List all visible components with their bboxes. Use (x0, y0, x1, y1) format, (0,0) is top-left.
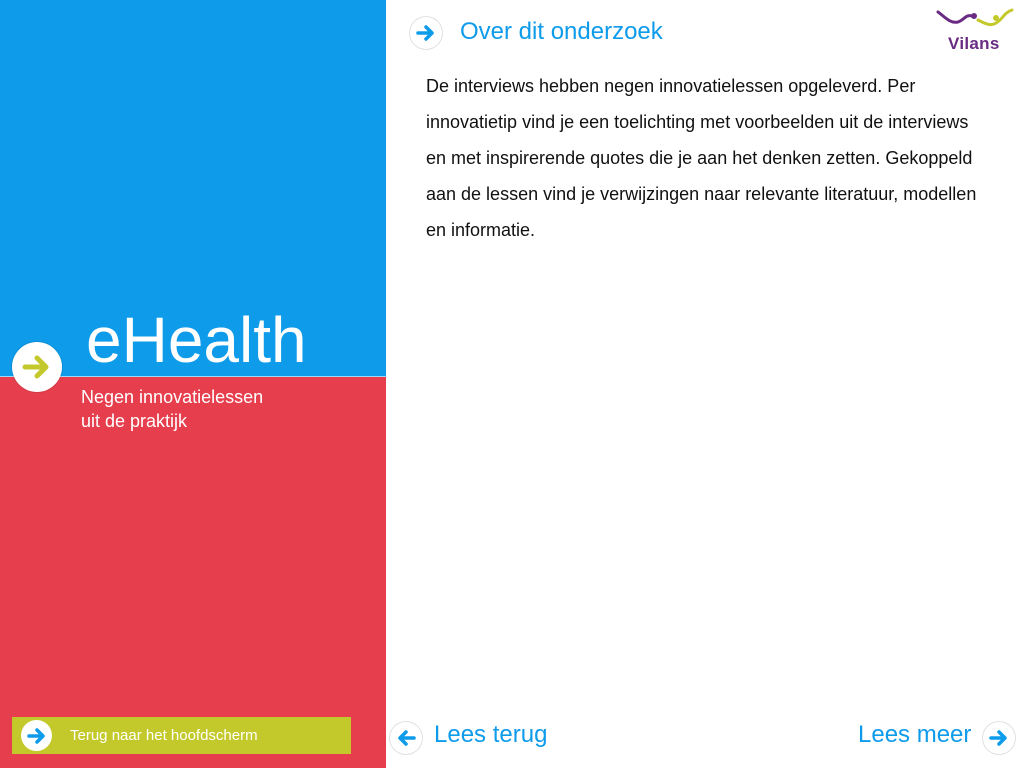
arrow-right-icon (414, 21, 438, 45)
home-button[interactable] (12, 717, 351, 754)
section-arrow-button[interactable] (410, 17, 442, 49)
page-subtitle (81, 385, 311, 433)
home-button-icon-wrap[interactable] (21, 720, 52, 751)
arrow-right-icon (25, 724, 49, 748)
arrow-left-icon (394, 726, 418, 750)
title-arrow-button[interactable] (12, 342, 62, 392)
arrow-right-icon (19, 349, 55, 385)
content-paragraph: De interviews hebben negen innovatielessen opgeleverd. Per innovatietip vind je een toelichting met voorbeelden uit de interviews en met inspirerende quotes die je aan het denken zetten. Gekoppeld aan de lessen vind je verwijzingen naar relevante literatuur, modellen en informatie. (426, 76, 977, 240)
page-title: eHealth (86, 304, 307, 376)
prev-button[interactable] (390, 722, 422, 754)
logo-text: Vilans (948, 34, 1000, 53)
home-button-label[interactable]: Terug naar het hoofdscherm (70, 727, 258, 744)
next-button[interactable] (983, 722, 1015, 754)
next-link[interactable]: Lees meer (858, 721, 972, 748)
left-panel-red (0, 377, 386, 768)
prev-link[interactable]: Lees terug (434, 721, 548, 748)
subtitle-line-2: uit de praktijk (81, 411, 188, 431)
arrow-right-icon (987, 726, 1011, 750)
section-title: Over dit onderzoek (460, 18, 663, 45)
subtitle-line-1: Negen innovatielessen (81, 387, 264, 407)
